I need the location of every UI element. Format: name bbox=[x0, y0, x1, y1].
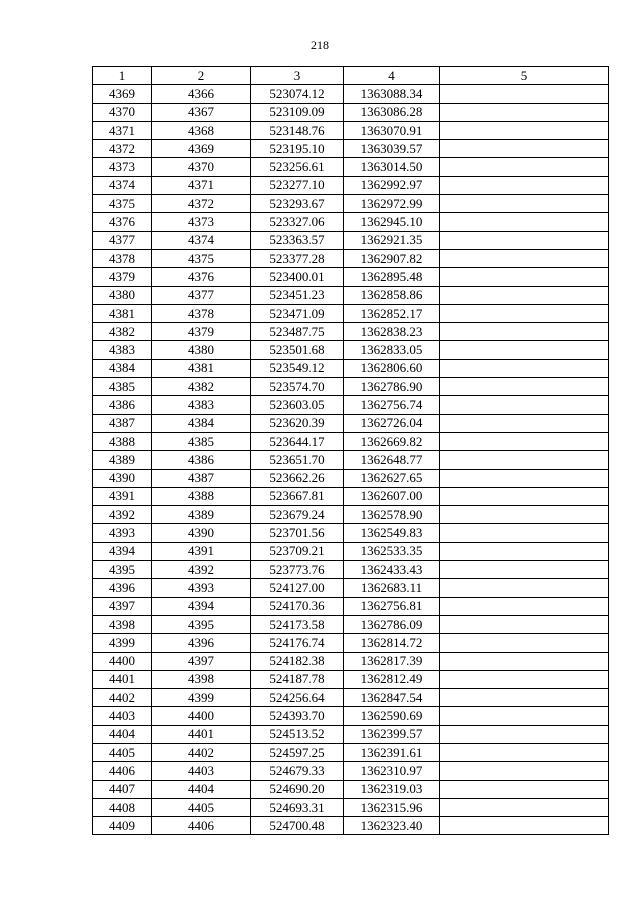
table-row bbox=[93, 707, 609, 725]
table-cell: 4409 bbox=[93, 817, 152, 835]
table-cell: 523256.61 bbox=[251, 158, 344, 176]
table-cell: 1362907.82 bbox=[344, 249, 440, 267]
table-row bbox=[93, 103, 609, 121]
table-cell: 4372 bbox=[93, 140, 152, 158]
table-cell: 1362310.97 bbox=[344, 762, 440, 780]
table-cell: 4374 bbox=[152, 231, 251, 249]
table-cell: 4374 bbox=[93, 176, 152, 194]
table-cell: 523074.12 bbox=[251, 85, 344, 103]
column-header: 4 bbox=[344, 67, 440, 85]
table-cell bbox=[440, 268, 609, 286]
table-cell: 523679.24 bbox=[251, 506, 344, 524]
table-cell: 4377 bbox=[93, 231, 152, 249]
table-cell bbox=[440, 689, 609, 707]
table-cell: 4400 bbox=[152, 707, 251, 725]
table-cell: 523377.28 bbox=[251, 249, 344, 267]
table-cell: 524187.78 bbox=[251, 670, 344, 688]
table-cell: 523549.12 bbox=[251, 359, 344, 377]
column-header: 3 bbox=[251, 67, 344, 85]
table-row bbox=[93, 542, 609, 560]
table-cell: 1362858.86 bbox=[344, 286, 440, 304]
table-cell bbox=[440, 286, 609, 304]
table-cell: 4381 bbox=[152, 359, 251, 377]
table-cell: 4385 bbox=[93, 378, 152, 396]
table-cell: 4389 bbox=[152, 506, 251, 524]
table-cell bbox=[440, 103, 609, 121]
table-cell bbox=[440, 762, 609, 780]
table-cell bbox=[440, 652, 609, 670]
table-cell bbox=[440, 451, 609, 469]
table-cell: 4390 bbox=[152, 524, 251, 542]
table-cell: 4377 bbox=[152, 286, 251, 304]
table-cell: 523471.09 bbox=[251, 304, 344, 322]
table-cell: 4376 bbox=[152, 268, 251, 286]
table-cell: 4378 bbox=[93, 249, 152, 267]
table-cell: 4376 bbox=[93, 213, 152, 231]
table-row bbox=[93, 341, 609, 359]
table-cell bbox=[440, 323, 609, 341]
table-cell: 4397 bbox=[152, 652, 251, 670]
table-cell: 4395 bbox=[93, 561, 152, 579]
table-cell bbox=[440, 707, 609, 725]
table-row bbox=[93, 469, 609, 487]
table-cell: 4399 bbox=[152, 689, 251, 707]
table-cell: 523644.17 bbox=[251, 432, 344, 450]
table-cell: 523451.23 bbox=[251, 286, 344, 304]
table-cell bbox=[440, 359, 609, 377]
table-row bbox=[93, 213, 609, 231]
table-cell: 523709.21 bbox=[251, 542, 344, 560]
table-cell bbox=[440, 158, 609, 176]
table-cell: 524256.64 bbox=[251, 689, 344, 707]
table-cell: 4388 bbox=[93, 432, 152, 450]
table-cell: 4366 bbox=[152, 85, 251, 103]
table-cell: 1362549.83 bbox=[344, 524, 440, 542]
table-cell bbox=[440, 670, 609, 688]
table-cell: 4373 bbox=[152, 213, 251, 231]
table-cell: 1362319.03 bbox=[344, 780, 440, 798]
table-row bbox=[93, 597, 609, 615]
table-cell: 4391 bbox=[93, 487, 152, 505]
table-row bbox=[93, 762, 609, 780]
table-cell: 523487.75 bbox=[251, 323, 344, 341]
table-cell: 1362627.65 bbox=[344, 469, 440, 487]
table-header-row bbox=[93, 67, 609, 85]
table-cell: 4395 bbox=[152, 615, 251, 633]
table-cell bbox=[440, 798, 609, 816]
table-row bbox=[93, 670, 609, 688]
table-cell: 4379 bbox=[93, 268, 152, 286]
table-cell bbox=[440, 524, 609, 542]
table-cell: 4392 bbox=[93, 506, 152, 524]
table-cell: 524127.00 bbox=[251, 579, 344, 597]
table-cell: 4383 bbox=[93, 341, 152, 359]
table-row bbox=[93, 121, 609, 139]
table-cell bbox=[440, 743, 609, 761]
table-cell: 524597.25 bbox=[251, 743, 344, 761]
table-row bbox=[93, 817, 609, 835]
table-cell bbox=[440, 615, 609, 633]
table-cell bbox=[440, 378, 609, 396]
table-cell: 523667.81 bbox=[251, 487, 344, 505]
table-cell: 1362945.10 bbox=[344, 213, 440, 231]
table-cell: 1363088.34 bbox=[344, 85, 440, 103]
table-cell: 524393.70 bbox=[251, 707, 344, 725]
table-cell: 4392 bbox=[152, 561, 251, 579]
table-cell: 4396 bbox=[152, 634, 251, 652]
table-cell: 4406 bbox=[152, 817, 251, 835]
table-cell bbox=[440, 304, 609, 322]
table-cell: 4387 bbox=[93, 414, 152, 432]
table-row bbox=[93, 780, 609, 798]
table-row bbox=[93, 451, 609, 469]
table-cell: 1362533.35 bbox=[344, 542, 440, 560]
table-cell: 4389 bbox=[93, 451, 152, 469]
table-cell: 4379 bbox=[152, 323, 251, 341]
table-cell: 4400 bbox=[93, 652, 152, 670]
table-row bbox=[93, 359, 609, 377]
table-cell: 1362433.43 bbox=[344, 561, 440, 579]
table-row bbox=[93, 85, 609, 103]
table-row bbox=[93, 414, 609, 432]
table-cell: 524173.58 bbox=[251, 615, 344, 633]
table-cell: 1362756.81 bbox=[344, 597, 440, 615]
table-cell bbox=[440, 121, 609, 139]
table-cell: 4368 bbox=[152, 121, 251, 139]
table-cell: 1362895.48 bbox=[344, 268, 440, 286]
table-cell: 524690.20 bbox=[251, 780, 344, 798]
table-cell bbox=[440, 597, 609, 615]
table-cell bbox=[440, 195, 609, 213]
column-header: 2 bbox=[152, 67, 251, 85]
table-cell: 524176.74 bbox=[251, 634, 344, 652]
table-cell: 4401 bbox=[93, 670, 152, 688]
table-row bbox=[93, 231, 609, 249]
table-cell bbox=[440, 506, 609, 524]
table-row bbox=[93, 634, 609, 652]
table-cell: 4402 bbox=[93, 689, 152, 707]
table-cell: 4370 bbox=[93, 103, 152, 121]
table-cell: 4403 bbox=[152, 762, 251, 780]
table-cell: 524693.31 bbox=[251, 798, 344, 816]
table-row bbox=[93, 378, 609, 396]
table-row bbox=[93, 506, 609, 524]
table-cell: 4405 bbox=[152, 798, 251, 816]
table-cell: 4390 bbox=[93, 469, 152, 487]
table-row bbox=[93, 195, 609, 213]
table-cell: 4373 bbox=[93, 158, 152, 176]
table-cell: 4380 bbox=[93, 286, 152, 304]
table-cell: 523400.01 bbox=[251, 268, 344, 286]
table-row bbox=[93, 725, 609, 743]
table-cell: 1362806.60 bbox=[344, 359, 440, 377]
table-cell bbox=[440, 817, 609, 835]
table-row bbox=[93, 304, 609, 322]
table-row bbox=[93, 579, 609, 597]
table-cell: 524182.38 bbox=[251, 652, 344, 670]
table-cell: 523195.10 bbox=[251, 140, 344, 158]
column-header: 5 bbox=[440, 67, 609, 85]
table-cell: 1363014.50 bbox=[344, 158, 440, 176]
table-cell bbox=[440, 561, 609, 579]
table-cell: 523293.67 bbox=[251, 195, 344, 213]
page-number: 218 bbox=[311, 38, 329, 52]
table-cell: 4393 bbox=[152, 579, 251, 597]
table-cell: 1362391.61 bbox=[344, 743, 440, 761]
table-cell: 1362812.49 bbox=[344, 670, 440, 688]
table-cell: 4391 bbox=[152, 542, 251, 560]
table-cell: 524700.48 bbox=[251, 817, 344, 835]
table-cell: 4386 bbox=[152, 451, 251, 469]
table-row bbox=[93, 689, 609, 707]
table-cell bbox=[440, 432, 609, 450]
table-cell: 4394 bbox=[152, 597, 251, 615]
table-cell: 1362838.23 bbox=[344, 323, 440, 341]
table-row bbox=[93, 268, 609, 286]
table-cell: 523773.76 bbox=[251, 561, 344, 579]
table-cell: 523701.56 bbox=[251, 524, 344, 542]
table-cell: 4381 bbox=[93, 304, 152, 322]
table-cell: 4383 bbox=[152, 396, 251, 414]
table-cell: 4375 bbox=[93, 195, 152, 213]
table-cell: 4396 bbox=[93, 579, 152, 597]
table-row bbox=[93, 487, 609, 505]
table-cell: 4399 bbox=[93, 634, 152, 652]
table-cell: 4406 bbox=[93, 762, 152, 780]
table-cell: 523603.05 bbox=[251, 396, 344, 414]
table-cell: 4380 bbox=[152, 341, 251, 359]
table-cell bbox=[440, 231, 609, 249]
table-cell: 4371 bbox=[152, 176, 251, 194]
table-cell: 523277.10 bbox=[251, 176, 344, 194]
table-cell: 523363.57 bbox=[251, 231, 344, 249]
table-cell: 1362847.54 bbox=[344, 689, 440, 707]
column-header: 1 bbox=[93, 67, 152, 85]
table-cell: 4382 bbox=[93, 323, 152, 341]
table-cell: 4384 bbox=[152, 414, 251, 432]
table-cell: 524170.36 bbox=[251, 597, 344, 615]
table-body bbox=[93, 85, 609, 835]
table-cell: 524679.33 bbox=[251, 762, 344, 780]
table-cell: 523662.26 bbox=[251, 469, 344, 487]
table-cell: 4375 bbox=[152, 249, 251, 267]
table-cell: 1363039.57 bbox=[344, 140, 440, 158]
table-cell: 523501.68 bbox=[251, 341, 344, 359]
table-cell: 523620.39 bbox=[251, 414, 344, 432]
table-row bbox=[93, 652, 609, 670]
table-row bbox=[93, 615, 609, 633]
table-cell: 4369 bbox=[93, 85, 152, 103]
table-cell: 4407 bbox=[93, 780, 152, 798]
table-row bbox=[93, 249, 609, 267]
table-cell: 523574.70 bbox=[251, 378, 344, 396]
table-row bbox=[93, 561, 609, 579]
table-row bbox=[93, 432, 609, 450]
table-cell: 4402 bbox=[152, 743, 251, 761]
table-cell: 4369 bbox=[152, 140, 251, 158]
table-cell: 1362921.35 bbox=[344, 231, 440, 249]
table-cell: 4397 bbox=[93, 597, 152, 615]
table-cell bbox=[440, 579, 609, 597]
table-cell: 4404 bbox=[93, 725, 152, 743]
table-cell: 1362590.69 bbox=[344, 707, 440, 725]
table-cell: 4385 bbox=[152, 432, 251, 450]
table-cell bbox=[440, 140, 609, 158]
table-cell: 1362833.05 bbox=[344, 341, 440, 359]
table-cell: 4398 bbox=[152, 670, 251, 688]
table-cell bbox=[440, 542, 609, 560]
table-row bbox=[93, 524, 609, 542]
table-cell: 1362578.90 bbox=[344, 506, 440, 524]
table-row bbox=[93, 158, 609, 176]
table-cell bbox=[440, 213, 609, 231]
table-cell bbox=[440, 396, 609, 414]
table-cell bbox=[440, 487, 609, 505]
table-row bbox=[93, 286, 609, 304]
table-cell: 523651.70 bbox=[251, 451, 344, 469]
table-cell: 4370 bbox=[152, 158, 251, 176]
table-cell: 1362726.04 bbox=[344, 414, 440, 432]
table-row bbox=[93, 743, 609, 761]
table-cell: 524513.52 bbox=[251, 725, 344, 743]
table-cell: 1362786.90 bbox=[344, 378, 440, 396]
table-cell: 4372 bbox=[152, 195, 251, 213]
table-row bbox=[93, 323, 609, 341]
table-cell: 4382 bbox=[152, 378, 251, 396]
table-cell: 4367 bbox=[152, 103, 251, 121]
table-cell: 1362683.11 bbox=[344, 579, 440, 597]
table-cell bbox=[440, 341, 609, 359]
table-cell: 1362817.39 bbox=[344, 652, 440, 670]
table-cell: 4386 bbox=[93, 396, 152, 414]
table-cell bbox=[440, 780, 609, 798]
table-cell bbox=[440, 634, 609, 652]
table-row bbox=[93, 176, 609, 194]
table-cell: 1362992.97 bbox=[344, 176, 440, 194]
table-cell: 4403 bbox=[93, 707, 152, 725]
table-cell: 1362323.40 bbox=[344, 817, 440, 835]
table-cell: 523148.76 bbox=[251, 121, 344, 139]
table-cell: 4388 bbox=[152, 487, 251, 505]
table-cell: 4404 bbox=[152, 780, 251, 798]
table-row bbox=[93, 140, 609, 158]
table-cell: 4401 bbox=[152, 725, 251, 743]
table-cell bbox=[440, 414, 609, 432]
table-cell bbox=[440, 469, 609, 487]
table-cell: 4394 bbox=[93, 542, 152, 560]
table-cell: 4378 bbox=[152, 304, 251, 322]
table-cell: 4408 bbox=[93, 798, 152, 816]
table-cell: 1363070.91 bbox=[344, 121, 440, 139]
table-row bbox=[93, 396, 609, 414]
table-cell bbox=[440, 725, 609, 743]
table-cell: 1362315.96 bbox=[344, 798, 440, 816]
table-row bbox=[93, 798, 609, 816]
table-cell: 1363086.28 bbox=[344, 103, 440, 121]
table-cell: 1362786.09 bbox=[344, 615, 440, 633]
table-cell bbox=[440, 249, 609, 267]
table-cell: 4384 bbox=[93, 359, 152, 377]
table-cell: 4393 bbox=[93, 524, 152, 542]
table-cell: 1362814.72 bbox=[344, 634, 440, 652]
table-cell: 1362972.99 bbox=[344, 195, 440, 213]
table-cell: 1362607.00 bbox=[344, 487, 440, 505]
table-cell: 1362756.74 bbox=[344, 396, 440, 414]
table-cell: 4371 bbox=[93, 121, 152, 139]
table-cell: 523327.06 bbox=[251, 213, 344, 231]
table-cell: 4398 bbox=[93, 615, 152, 633]
table-cell bbox=[440, 85, 609, 103]
table-cell: 4405 bbox=[93, 743, 152, 761]
table-cell: 1362648.77 bbox=[344, 451, 440, 469]
table-cell: 1362399.57 bbox=[344, 725, 440, 743]
table-cell: 1362852.17 bbox=[344, 304, 440, 322]
coordinates-table bbox=[92, 66, 609, 835]
table-cell: 523109.09 bbox=[251, 103, 344, 121]
table-cell: 4387 bbox=[152, 469, 251, 487]
table-cell bbox=[440, 176, 609, 194]
table-cell: 1362669.82 bbox=[344, 432, 440, 450]
